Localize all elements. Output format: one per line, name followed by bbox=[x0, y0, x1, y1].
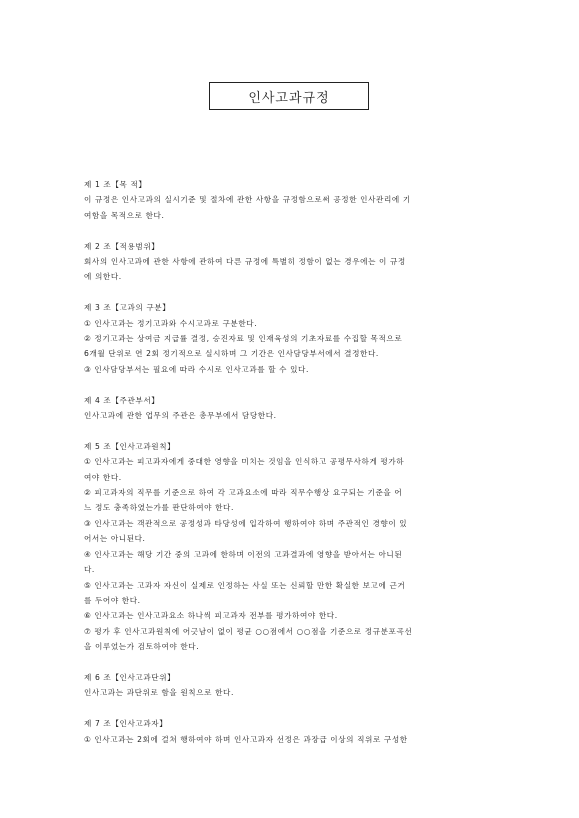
article-line: ① 인사고과는 피고과자에게 중대한 영향을 미치는 것임을 인식하고 공평무사하게 평가하 bbox=[84, 457, 405, 467]
article-heading: 제 7 조【인사고과자】 bbox=[84, 719, 168, 729]
article-line: 회사의 인사고과에 관한 사항에 관하여 다른 규정에 특별히 정함이 없는 경우에는 이 규정 bbox=[84, 257, 406, 267]
article-line: ④ 인사고과는 해당 기간 중의 고과에 한하며 이전의 고과결과에 영향을 받아서는 아니된 bbox=[84, 549, 403, 559]
document-title bbox=[209, 82, 369, 110]
article-section bbox=[84, 393, 496, 424]
article-line: ① 인사고과는 2회에 걸쳐 행하여야 하며 인사고과자 선정은 과장급 이상의 직위로 구성한 bbox=[84, 734, 408, 744]
article-section bbox=[84, 439, 496, 655]
article-line: ⑦ 평가 후 인사고과원칙에 어긋남이 없이 평균 ○○점에서 ○○점을 기준으로 정규분포곡선 bbox=[84, 626, 413, 636]
article-line: 느 정도 충족하였는가를 판단하여야 한다. bbox=[84, 503, 234, 513]
article-line: 를 두어야 한다. bbox=[84, 595, 141, 605]
article-line: 인사고과는 과단위로 함을 원칙으로 한다. bbox=[84, 688, 234, 698]
article-heading: 제 5 조【인사고과원칙】 bbox=[84, 441, 176, 451]
article-section bbox=[84, 239, 496, 285]
article-heading: 제 3 조【고과의 구분】 bbox=[84, 303, 171, 313]
article-heading: 제 6 조【인사고과단위】 bbox=[84, 672, 176, 682]
article-section bbox=[84, 177, 496, 223]
regulation-body bbox=[84, 177, 496, 762]
article-line: 6개월 단위로 연 2회 정기적으로 실시하며 그 기간은 인사담당부서에서 결정한다. bbox=[84, 349, 379, 359]
article-heading: 제 2 조【적용범위】 bbox=[84, 241, 160, 251]
article-line: ① 인사고과는 정기고과와 수시고과로 구분한다. bbox=[84, 318, 258, 328]
article-line: ⑤ 인사고과는 고과자 자신이 실제로 인정하는 사실 또는 신뢰할 만한 확실한 보고에 근거 bbox=[84, 580, 406, 590]
article-line: 어서는 아니된다. bbox=[84, 534, 146, 544]
article-line: 에 의한다. bbox=[84, 272, 122, 282]
article-section bbox=[84, 300, 496, 377]
article-line: ② 정기고과는 상여금 지급률 결정, 승진자료 및 인재육성의 기초자료를 수집할 목적으로 bbox=[84, 334, 403, 344]
article-section bbox=[84, 716, 496, 747]
article-heading: 제 4 조【주관부서】 bbox=[84, 395, 160, 405]
article-line: ⑥ 인사고과는 인사고과요소 하나씩 피고과자 전부를 평가하여야 한다. bbox=[84, 611, 338, 621]
article-line: 을 이루었는가 검토하여야 한다. bbox=[84, 642, 200, 652]
article-line: 다. bbox=[84, 565, 95, 575]
document-title-text: 인사고과규정 bbox=[248, 90, 330, 106]
article-line: 여야 한다. bbox=[84, 472, 122, 482]
article-line: ③ 인사고과는 객관적으로 공정성과 타당성에 입각하여 행하여야 하며 주관적인 경향이 있 bbox=[84, 518, 408, 528]
article-line: ③ 인사담당부서는 필요에 따라 수시로 인사고과를 할 수 있다. bbox=[84, 364, 309, 374]
article-heading: 제 1 조【목 적】 bbox=[84, 180, 147, 189]
article-line: 인사고과에 관한 업무의 주관은 총무부에서 담당한다. bbox=[84, 411, 277, 421]
article-section bbox=[84, 670, 496, 701]
article-line: 여함을 목적으로 한다. bbox=[84, 210, 165, 220]
article-line: 이 규정은 인사고과의 실시기준 및 절차에 관한 사항을 규정함으로써 공정한 인사관리에 기 bbox=[84, 195, 411, 205]
article-line: ② 피고과자의 직무를 기준으로 하여 각 고과요소에 따라 직무수행상 요구되는 기준을 어 bbox=[84, 488, 403, 498]
